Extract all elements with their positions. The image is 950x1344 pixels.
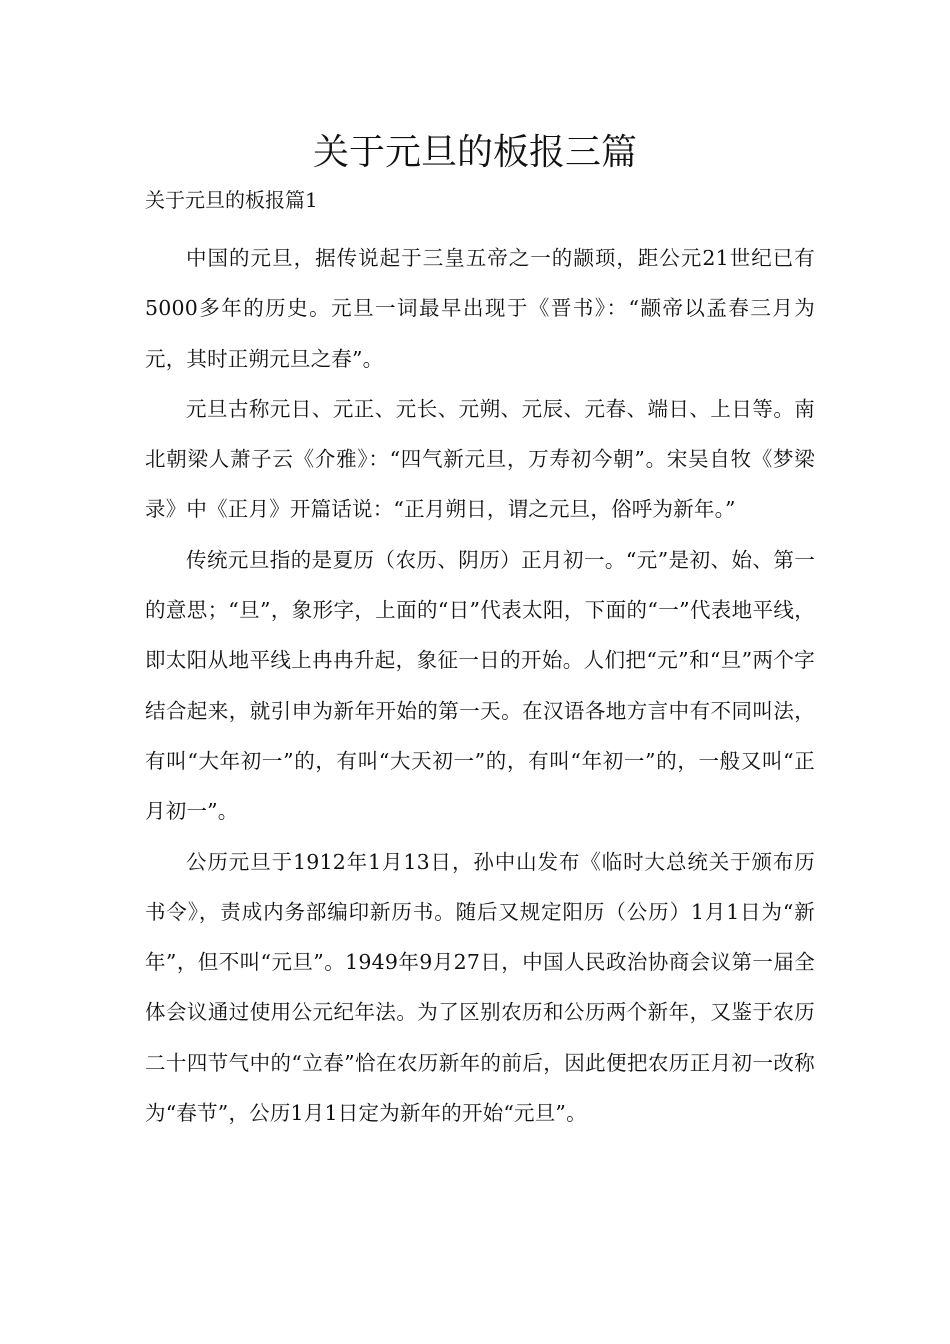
paragraph-gregorian-new-year: 公历元旦于1912年1月13日，孙中山发布《临时大总统关于颁布历书令》，责成内务部编印新历书。随后又规定阳历（公历）1月1日为“新年”，但不叫“元旦”。1949年9月27日，中国人民政治协商会议第一届全体会议通过使用公元纪年法。为了区别农历和公历两个新年，又鉴于农历二十四节气中的“立春”恰在农历新年的前后，因此便把农历正月初一改称为“春节”，公历1月1日定为新年的开始“元旦”。 (145, 849, 815, 1126)
paragraph-origin: 中国的元旦，据传说起于三皇五帝之一的颛顼，距公元21世纪已有5000多年的历史。元旦一词最早出现于《晋书》：“颛帝以孟春三月为元，其时正朔元旦之春”。 (145, 246, 815, 371)
section-heading: 关于元旦的板报篇1 (145, 188, 318, 212)
paragraph-traditional-meaning: 传统元旦指的是夏历（农历、阴历）正月初一。“元”是初、始、第一的意思；“旦”，象形字，上面的“日”代表太阳，下面的“一”代表地平线，即太阳从地平线上冉冉升起，象征一日的开始。人们把“元”和“旦”两个字结合起来，就引申为新年开始的第一天。在汉语各地方言中有不同叫法，有叫“大年初一”的，有叫“大天初一”的，有叫“年初一”的，一般又叫“正月初一”。 (145, 547, 815, 824)
paragraph-ancient-names: 元旦古称元日、元正、元长、元朔、元辰、元春、端日、上日等。南北朝梁人萧子云《介雅》：“四气新元旦，万寿初今朝”。宋吴自牧《梦梁录》中《正月》开篇话说：“正月朔日，谓之元旦，俗呼为新年。” (145, 396, 815, 522)
document-title: 关于元旦的板报三篇 (312, 132, 637, 173)
document-body (145, 233, 815, 1138)
